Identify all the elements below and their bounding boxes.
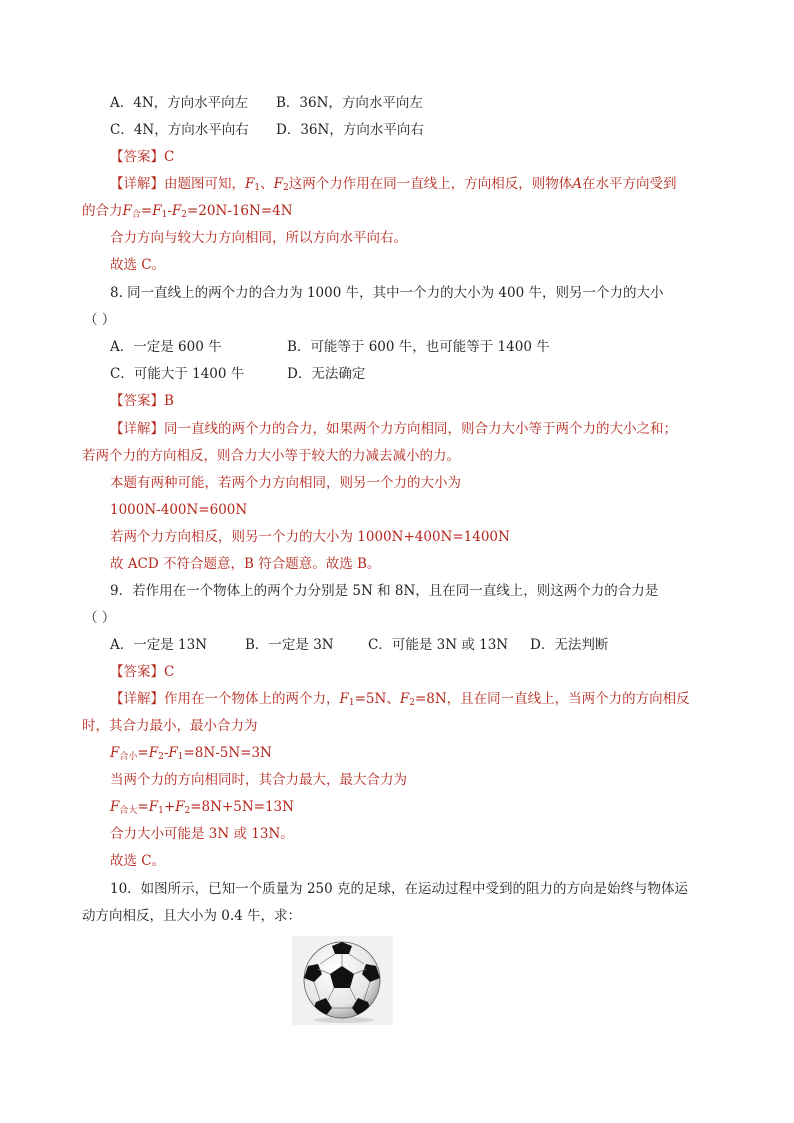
detail-text: =5N、 — [354, 691, 400, 707]
q9-option-b: B．一定是 3N — [245, 637, 334, 653]
q7-option-a: A．4N，方向水平向左 — [110, 95, 249, 111]
detail-text: 由题图可知， — [164, 176, 245, 192]
force-subscript: 2 — [282, 183, 289, 193]
force-symbol: F — [339, 691, 349, 707]
q8-stem-line-1: 8. 同一直线上的两个力的合力为 1000 牛，其中一个力的大小为 400 牛，则另一个力的大小 — [110, 285, 664, 301]
detail-text: 同一直线的两个力的合力，如果两个力方向相同，则合力大小等于两个力的大小之和； — [164, 421, 677, 437]
soccer-ball-figure — [292, 936, 393, 1025]
detail-text: 这两个力作用在同一直线上，方向相反，则物体 — [288, 176, 573, 192]
q9-answer — [110, 663, 174, 681]
force-symbol: F — [171, 203, 182, 219]
q9-option-a: A．一定是 13N — [110, 637, 208, 653]
q9-option-d: D．无法判断 — [530, 637, 609, 653]
equation-text: =8N+5N=13N — [190, 799, 294, 815]
q9-detail-line-5: 故选 C。 — [110, 853, 166, 869]
equation-text: = — [137, 745, 149, 761]
q9-detail-line-2: 时，其合力最小，最小合力为 — [82, 718, 258, 734]
q9-detail-line-4: 合力大小可能是 3N 或 13N。 — [110, 826, 294, 842]
force-subscript: 合 — [131, 210, 141, 220]
answer-tag: 【答案】 — [110, 149, 164, 165]
detail-text: 作用在一个物体上的两个力， — [164, 691, 340, 707]
answer-value: C — [164, 149, 175, 165]
equation-text: - — [163, 745, 169, 761]
force-subscript: 合大 — [119, 806, 138, 816]
soccer-ball-icon — [292, 936, 393, 1025]
force-symbol: F — [122, 203, 132, 219]
q9-stem-line-1: 9．若作用在一个物体上的两个力分别是 5N 和 8N，且在同一直线上，则这两个力的合力是 — [110, 583, 659, 599]
q8-answer — [110, 392, 174, 410]
detail-text: =20N-16N=4N — [186, 203, 293, 219]
detail-text: = — [140, 203, 153, 219]
detail-text: 、 — [260, 176, 274, 192]
q8-stem-line-2: （ ） — [84, 312, 116, 328]
force-subscript: 1 — [177, 752, 184, 762]
q8-detail-line-5: 若两个力方向相反，则另一个力的大小为 1000N+400N=1400N — [110, 529, 510, 545]
q8-detail-line-4: 1000N-400N=600N — [110, 502, 248, 518]
force-subscript: 1 — [254, 183, 261, 193]
q8-detail-line-3: 本题有两种可能，若两个力方向相同，则另一个力的大小为 — [110, 475, 461, 491]
force-subscript: 2 — [158, 752, 164, 762]
answer-tag: 【答案】 — [110, 393, 164, 409]
q9-option-c: C．可能是 3N 或 13N — [368, 637, 509, 653]
q9-detail-line-3: 当两个力的方向相同时，其合力最大，最大合力为 — [110, 772, 407, 788]
answer-value: C — [164, 664, 175, 680]
q8-detail-line-6: 故 ACD 不符合题意，B 符合题意。故选 B。 — [110, 556, 381, 572]
force-subscript: 1 — [348, 698, 355, 708]
detail-text: =8N，且在同一直线上，当两个力的方向相反 — [414, 691, 690, 707]
q7-detail-line-4: 故选 C。 — [110, 257, 166, 273]
equation-text: = — [137, 799, 149, 815]
q8-detail-line-2: 若两个力的方向相反，则合力大小等于较大的力减去减小的力。 — [82, 448, 460, 464]
force-subscript: 2 — [184, 806, 191, 816]
q7-detail-line-3: 合力方向与较大力方向相同，所以方向水平向右。 — [110, 230, 407, 246]
force-subscript: 1 — [161, 210, 168, 220]
detail-tag: 【详解】 — [110, 176, 164, 192]
detail-text: 的合力 — [82, 203, 123, 219]
equation-text: =8N-5N=3N — [183, 745, 272, 761]
q8-option-d: D．无法确定 — [287, 366, 366, 382]
force-subscript: 合小 — [119, 752, 138, 762]
answer-tag: 【答案】 — [110, 664, 164, 680]
q10-stem-line-1: 10．如图所示，已知一个质量为 250 克的足球，在运动过程中受到的阻力的方向是始终与物体运 — [110, 881, 689, 897]
force-symbol: F — [175, 799, 185, 815]
answer-value: B — [164, 393, 174, 409]
q7-detail-line-2 — [82, 202, 293, 220]
force-symbol: F — [148, 745, 159, 761]
force-symbol: F — [110, 799, 120, 815]
q8-detail-line-1 — [110, 420, 677, 438]
q10-stem-line-2: 动方向相反，且大小为 0.4 牛，求： — [82, 908, 302, 924]
q7-detail-line-1 — [110, 175, 676, 193]
q8-option-a: A．一定是 600 牛 — [110, 339, 222, 355]
detail-tag: 【详解】 — [110, 691, 164, 707]
force-subscript: 2 — [181, 210, 187, 220]
force-symbol: F — [399, 691, 410, 707]
force-symbol: F — [110, 745, 120, 761]
force-subscript: 2 — [409, 698, 415, 708]
detail-text: 在水平方向受到 — [581, 176, 677, 192]
object-symbol: A — [572, 176, 582, 192]
equation-text: + — [163, 799, 176, 815]
q9-stem-line-2: （ ） — [84, 610, 116, 626]
q8-option-b: B．可能等于 600 牛，也可能等于 1400 牛 — [287, 339, 550, 355]
force-symbol: F — [245, 176, 255, 192]
q9-max-equation — [110, 798, 294, 816]
detail-text: - — [167, 203, 172, 219]
q7-option-b: B．36N，方向水平向左 — [276, 95, 423, 111]
q9-detail-line-1 — [110, 690, 690, 708]
q7-option-c: C．4N，方向水平向右 — [110, 122, 249, 138]
q7-answer — [110, 148, 174, 166]
force-symbol: F — [273, 176, 283, 192]
detail-tag: 【详解】 — [110, 421, 164, 437]
q7-option-d: D．36N，方向水平向右 — [276, 122, 424, 138]
force-symbol: F — [168, 745, 178, 761]
force-symbol: F — [152, 203, 162, 219]
force-symbol: F — [148, 799, 159, 815]
q8-option-c: C．可能大于 1400 牛 — [110, 366, 245, 382]
force-subscript: 1 — [158, 806, 164, 816]
q9-min-equation — [110, 744, 272, 762]
